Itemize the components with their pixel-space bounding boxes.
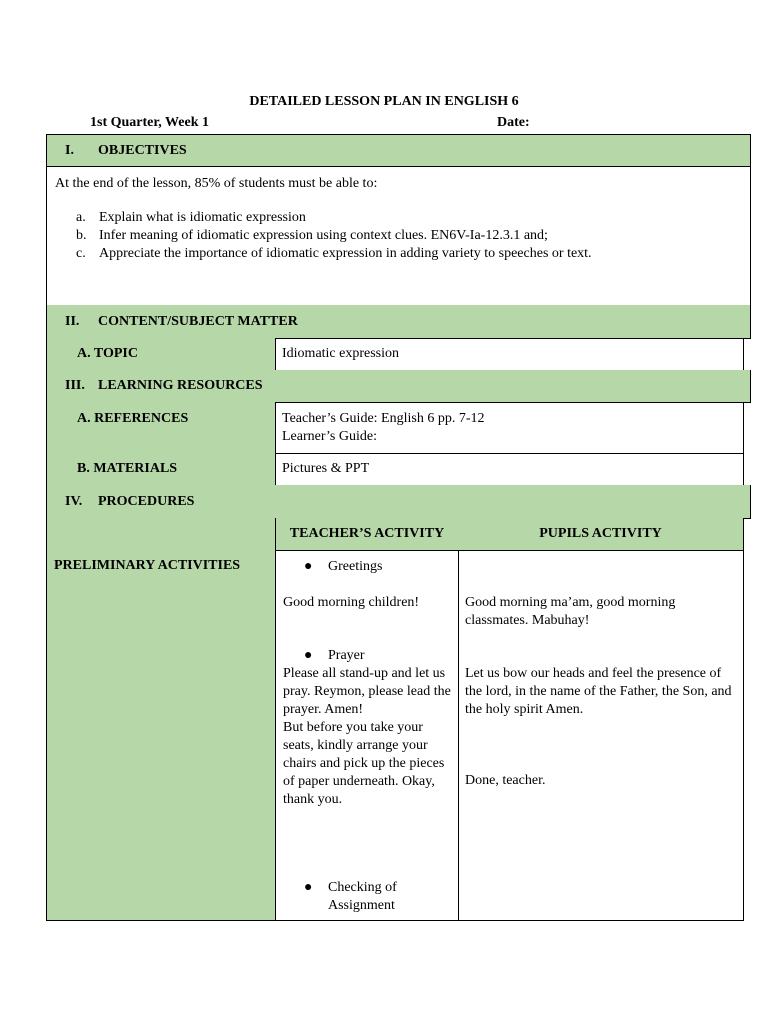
objectives-list — [55, 209, 750, 263]
procedures-header — [46, 485, 751, 519]
pupils-activity-header: PUPILS ACTIVITY — [458, 518, 744, 551]
page-title: DETAILED LESSON PLAN IN ENGLISH 6 — [249, 94, 519, 109]
procedures-number: IV. — [65, 494, 83, 509]
pupils-activity-cell — [458, 550, 744, 921]
objectives-label: OBJECTIVES — [98, 143, 187, 158]
resources-header — [46, 370, 751, 403]
pupils-greet-reply: Good morning ma’am, good morning classmates. Mabuhay! — [465, 595, 676, 628]
content-label: CONTENT/SUBJECT MATTER — [98, 314, 298, 329]
resources-label: LEARNING RESOURCES — [98, 378, 263, 393]
materials-label-cell — [46, 453, 276, 486]
topic-label-cell — [46, 338, 276, 371]
greetings-bullet: ● Greetings — [304, 559, 383, 574]
bullet-icon: ● — [304, 880, 313, 895]
content-header — [46, 305, 751, 339]
content-number: II. — [65, 314, 80, 329]
topic-value: Idiomatic expression — [282, 346, 400, 361]
date-label: Date: — [497, 115, 530, 130]
bullet-icon: ● — [304, 648, 313, 663]
topic-label: A. TOPIC — [77, 346, 138, 361]
objective-item: a. Explain what is idiomatic expression — [76, 210, 306, 225]
references-value-cell — [275, 402, 744, 454]
materials-value: Pictures & PPT — [282, 461, 370, 476]
preliminary-activities-label: PRELIMINARY ACTIVITIES — [54, 558, 241, 573]
bullet-icon: ● — [304, 559, 313, 574]
pupils-prayer-reply: Let us bow our heads and feel the presence of the lord, in the name of the Father, the Son, and the holy spirit Amen. — [465, 666, 732, 717]
prayer-bullet: ● Prayer — [304, 648, 365, 663]
objectives-body — [46, 166, 751, 306]
preliminary-activities-cell — [46, 550, 276, 921]
references-label-cell — [46, 402, 276, 454]
objectives-number: I. — [65, 143, 74, 158]
teacher-arrange-text: But before you take your seats, kindly arrange your chairs and pick up the pieces of paper underneath. Okay, thank you. — [283, 720, 445, 807]
objectives-header — [46, 134, 751, 167]
checking-assignment-bullet: ● Checking of Assignment — [304, 880, 397, 913]
teacher-greet-text: Good morning children! — [283, 595, 420, 610]
quarter-label: 1st Quarter, Week 1 — [90, 115, 209, 130]
references-label: A. REFERENCES — [77, 411, 189, 426]
procedures-blank-header — [46, 518, 276, 551]
teacher-prayer-text: Please all stand-up and let us pray. Reymon, please lead the prayer. Amen! — [283, 666, 451, 717]
procedures-label: PROCEDURES — [98, 494, 195, 509]
references-line-2: Learner’s Guide: — [282, 429, 377, 444]
objective-item: b. Infer meaning of idiomatic expression using context clues. EN6V-Ia-12.3.1 and; — [76, 228, 548, 243]
topic-value-cell — [275, 338, 744, 371]
objective-item: c. Appreciate the importance of idiomatic expression in adding variety to speeches or text. — [76, 246, 592, 261]
objectives-intro: At the end of the lesson, 85% of students must be able to: — [55, 176, 378, 191]
materials-label: B. MATERIALS — [77, 461, 178, 476]
teacher-activity-cell — [275, 550, 459, 921]
teacher-activity-header: TEACHER’S ACTIVITY — [275, 518, 459, 551]
resources-number: III. — [65, 378, 85, 393]
references-line-1: Teacher’s Guide: English 6 pp. 7-12 — [282, 411, 485, 426]
materials-value-cell — [275, 453, 744, 486]
pupils-done-reply: Done, teacher. — [465, 773, 546, 788]
